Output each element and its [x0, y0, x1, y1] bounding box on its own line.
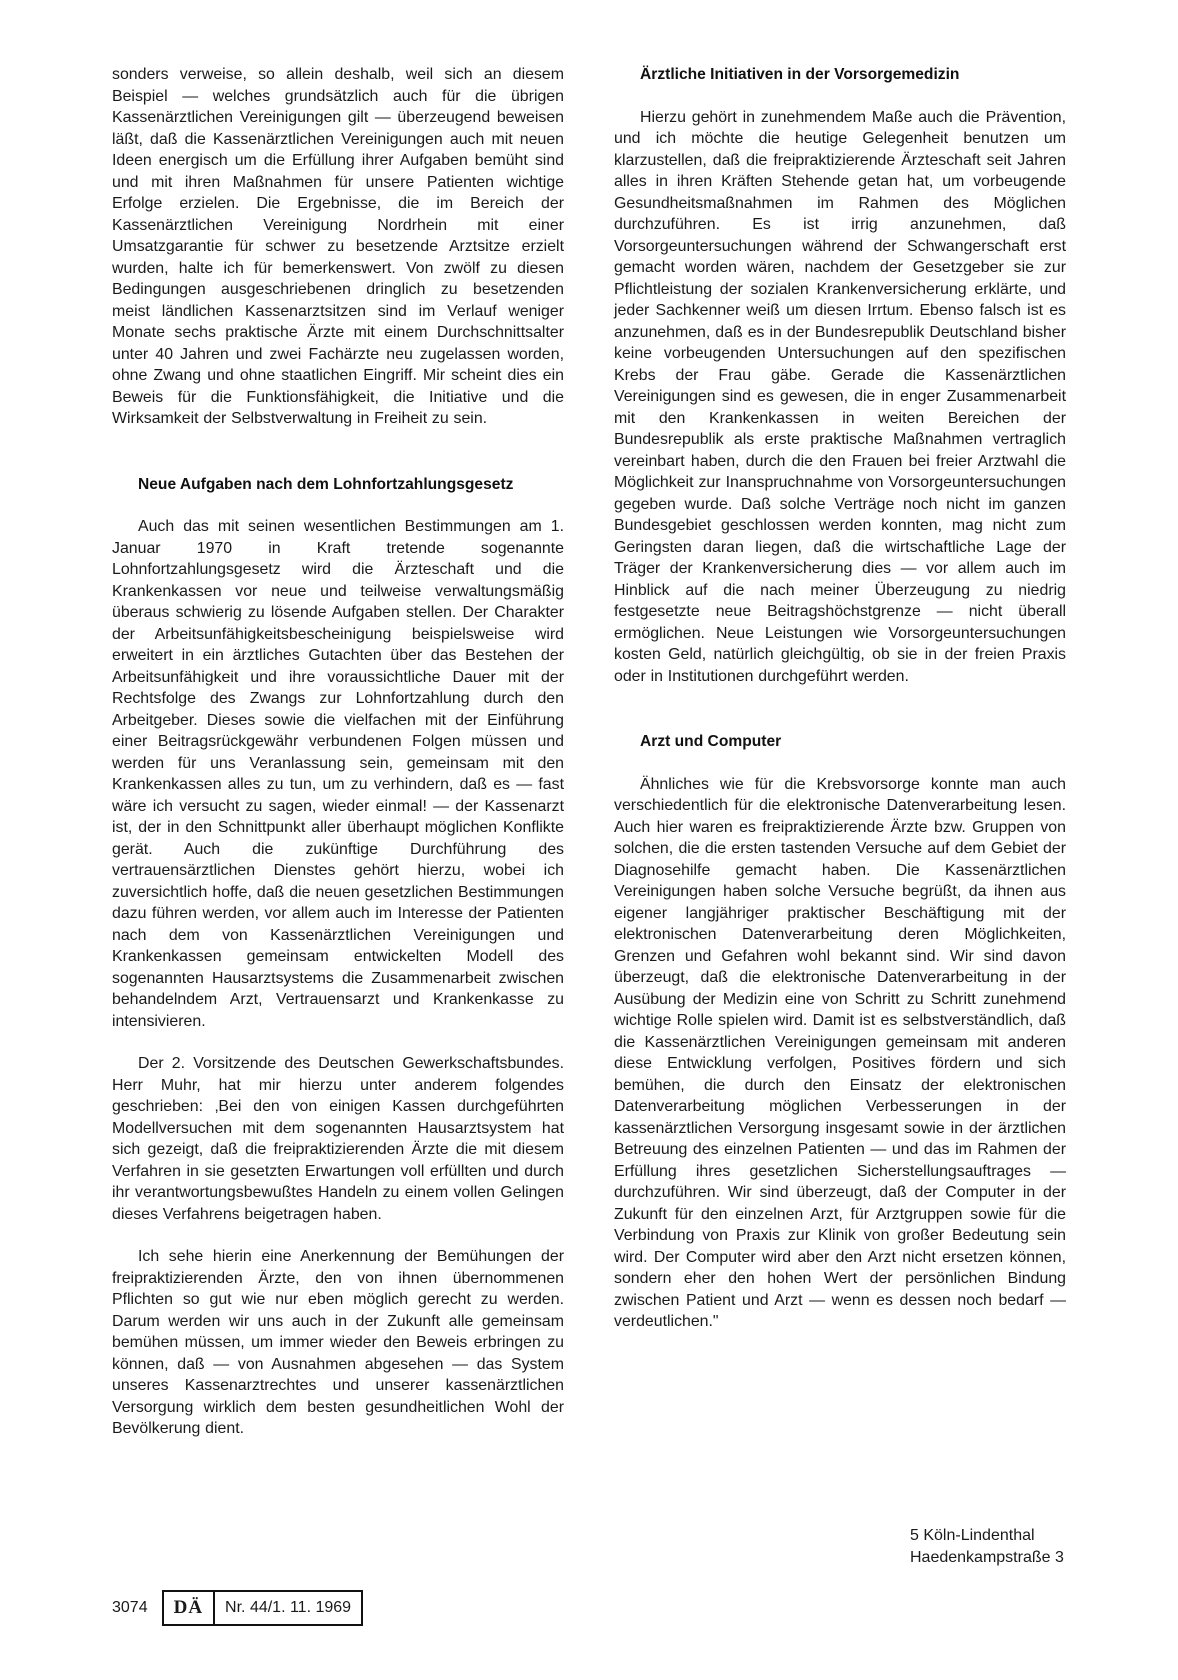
address-line: Haedenkampstraße 3	[910, 1548, 1064, 1566]
paragraph: sonders verweise, so allein deshalb, weil sich an diesem Beispiel — welches grundsätzlich auch für die übrigen Kassenärztlichen Vereinigungen gilt — überzeugend beweisen läßt, daß die Kassenärztlichen Vereinigungen auch mit neuen Ideen energisch um die Erfüllung ihrer Aufgaben bemüht sind und mit ihren Maßnahmen für unsere Patienten wichtige Erfolge erzielen. Die Ergebnisse, die im Bereich der Kassenärztlichen Vereinigung Nordrhein mit einer Umsatzgarantie für schwer zu besetzende Arztsitze erzielt wurden, halte ich für bemerkenswert. Von zwölf zu diesen Bedingungen ausgeschriebenen dringlich zu besetzenden meist ländlichen Kassenarztsitzen sind im Verlauf weniger Monate sechs praktische Ärzte mit einem Durchschnittsalter unter 40 Jahren und zwei Fachärzte neu zugelassen worden, ohne Zwang und ohne staatlichen Eingriff. Mir scheint dies ein Beweis für die Funktionsfähigkeit, die Initiative und die Wirksamkeit der Selbstverwaltung in Freiheit zu sein.	[112, 66, 564, 427]
journal-logo: DÄ	[164, 1592, 215, 1624]
paragraph: Auch das mit seinen wesentlichen Bestimmungen am 1. Januar 1970 in Kraft tretende sogenannte Lohnfortzahlungsgesetz wird die Ärzteschaft und die Krankenkassen vor neue und teilweise verwaltungsmäßig überaus schwierig zu lösende Aufgaben stellen. Der Charakter der Arbeitsunfähigkeitsbescheinigung beispielsweise wird erweitert in ein ärztliches Gutachten über das Bestehen der Arbeitsunfähigkeit und ihre voraussichtliche Dauer mit der Rechtsfolge des Zwangs zur Lohnfortzahlung durch den Arbeitgeber. Dieses sowie die vielfachen mit der Einführung einer Beitragsrückgewähr verbundenen Folgen müssen und werden für uns Veranlassung sein, gemeinsam mit den Krankenkassen alles zu tun, um zu verhindern, daß es — fast wäre ich versucht zu sagen, wieder einmal! — der Kassenarzt ist, der in den Schnittpunkt aller überhaupt möglichen Konflikte gerät. Auch die zukünftige Durchführung des vertrauensärztlichen Dienstes gehört hierzu, wobei ich zuversichtlich hoffe, daß die neuen gesetzlichen Bestimmungen dazu führen werden, vor allem auch im Interesse der Patienten nach dem von Kassenärztlichen Vereinigungen und Krankenkassen gemeinsam entwickelten Modell des sogenannten Hausarztsystems die Zusammenarbeit zwischen behandelndem Arzt, Vertrauensarzt und Krankenkasse zu intensivieren.	[112, 518, 564, 1030]
page-number: 3074	[112, 1599, 148, 1616]
paragraph: Ähnliches wie für die Krebsvorsorge konnte man auch verschiedentlich für die elektronische Datenverarbeitung lesen. Auch hier waren es freipraktizierende Ärzte bzw. Gruppen von solchen, die die ersten tastenden Versuche auf dem Gebiet der Diagnosehilfe gemacht haben. Die Kassenärztlichen Vereinigungen haben solche Versuche begrüßt, da ihnen aus eigener langjähriger praktischer Beschäftigung mit der elektronischen Datenverarbeitung deren Möglichkeiten, Grenzen und Gefahren wohl bekannt sind. Wir sind davon überzeugt, daß die elektronische Datenverarbeitung in der Ausübung der Medizin eine von Schritt zu Schritt zunehmend wichtige Rolle spielen wird. Damit ist es selbstverständlich, daß die Kassenärztlichen Vereinigungen gemeinsam mit anderen diese Entwicklung verfolgen, Positives fördern und sich bemühen, die durch den Einsatz der elektronischen Datenverarbeitung möglichen Verbesserungen in der kassenärztlichen Versorgung insgesamt sowie in der ärztlichen Betreuung des einzelnen Patienten — und das im Rahmen der Erfüllung ihres gesetzlichen Sicherstellungsauftrages — durchzuführen. Wir sind überzeugt, daß der Computer in der Zukunft für den einzelnen Arzt, für Arztgruppen sowie für die Verbindung von Praxis zur Klinik von großer Bedeutung sein wird. Der Computer wird aber den Arzt nicht ersetzen können, sondern eher den hohen Wert der persönlichen Bindung zwischen Patient und Arzt — wenn es dessen noch bedarf — verdeutlichen."	[614, 775, 1066, 1330]
paragraph: Hierzu gehört in zunehmendem Maße auch die Prävention, und ich möchte die heutige Gelegenheit benutzen um klarzustellen, daß die freipraktizierende Ärzteschaft seit Jahren alles in ihren Kräften Stehende getan hat, um vorbeugende Gesundheitsmaßnahmen im Rahmen des Möglichen durchzuführen. Es ist irrig anzunehmen, daß Vorsorgeuntersuchungen während der Schwangerschaft erst gemacht worden wären, nachdem der Gesetzgeber sie zur Pflichtleistung der sozialen Krankenversicherung erklärte, und jeder Sachkenner weiß um diesen Irrtum. Ebenso falsch ist es anzunehmen, daß es in der Bundesrepublik Deutschland bisher keine vorbeugenden Untersuchungen auf den spezifischen Krebs der Frau gäbe. Gerade die Kassenärztlichen Vereinigungen sind es gewesen, die in enger Zusammenarbeit mit den Krankenkassen in weiten Bereichen der Bundesrepublik als erste praktische Maßnahmen vertraglich vereinbart haben, durch die den Frauen bei freier Arztwahl die Möglichkeit zur Inanspruchnahme von Vorsorgeuntersuchungen gegeben wurde. Daß solche Verträge noch nicht im ganzen Bundesgebiet geschlossen werden konnten, mag nicht zum Geringsten daran liegen, daß die wirtschaftliche Lage der Träger der Krankenversicherung dies — vor allem auch im Hinblick auf die nach meiner Überzeugung zu niedrig festgesetzte neue Beitragshöchstgrenze — nicht überall ermöglichen. Neue Leistungen wie Vorsorgeuntersuchungen kosten Geld, natürlich gleichgültig, ob sie in der freien Praxis oder in Institutionen durchgeführt werden.	[614, 108, 1066, 685]
right-column	[614, 64, 1066, 1333]
author-address	[910, 1525, 1064, 1568]
address-line: 5 Köln-Lindenthal	[910, 1527, 1035, 1544]
left-column	[112, 64, 564, 1440]
issue-info: Nr. 44/1. 11. 1969	[225, 1599, 352, 1616]
section-heading: Ärztliche Initiativen in der Vorsorgemedizin	[640, 66, 960, 83]
section-heading: Arzt und Computer	[640, 733, 782, 750]
page-footer	[112, 1589, 363, 1627]
paragraph: Der 2. Vorsitzende des Deutschen Gewerkschaftsbundes. Herr Muhr, hat mir hierzu unter anderem folgendes geschrieben: ‚Bei den von einigen Kassen durchgeführten Modellversuchen mit dem sogenannten Hausarztsystem hat sich gezeigt, daß die freipraktizierenden Ärzte die mit diesem Verfahren in sie gesetzten Erwartungen voll erfüllten und durch ihr verantwortungsbewußtes Handeln zu einem vollen Gelingen dieses Verfahrens beigetragen haben.	[112, 1055, 564, 1223]
paragraph: Ich sehe hierin eine Anerkennung der Bemühungen der freipraktizierenden Ärzte, den von ihnen übernommenen Pflichten so gut wie nur eben möglich gerecht zu werden. Darum werden wir uns auch in der Zukunft alle gemeinsam bemühen müssen, um immer wieder den Beweis erbringen zu können, daß — von Ausnahmen abgesehen — das System unseres Kassenarztrechtes und unserer kassenärztlichen Versorgung wirklich dem besten gesundheitlichen Wohl der Bevölkerung dient.	[112, 1248, 564, 1437]
section-heading: Neue Aufgaben nach dem Lohnfortzahlungsgesetz	[138, 475, 514, 493]
journal-badge	[162, 1590, 363, 1626]
